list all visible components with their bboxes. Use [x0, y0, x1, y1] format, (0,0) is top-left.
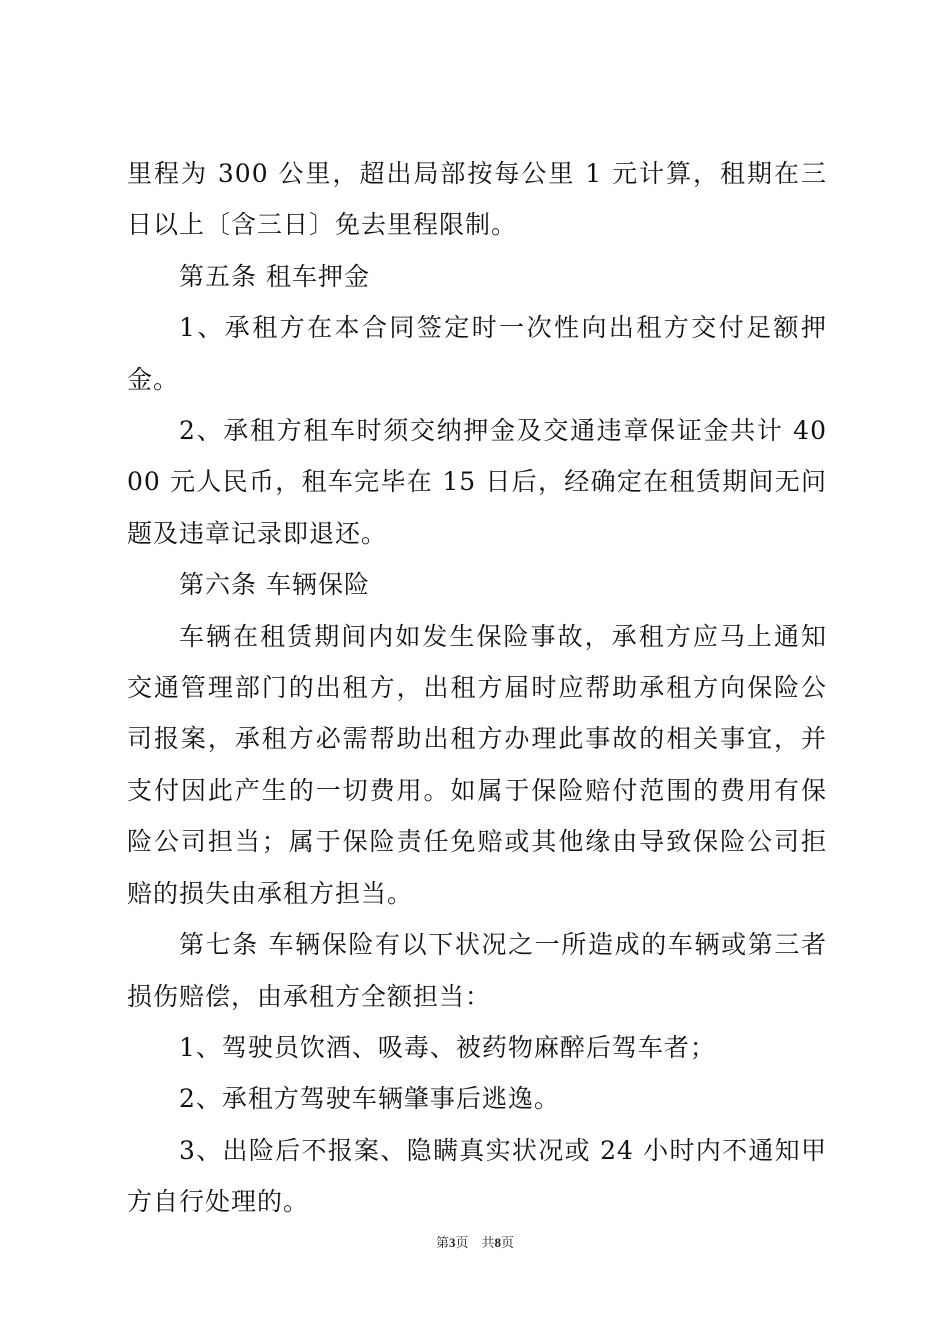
article-5-heading: 第五条 租车押金: [179, 261, 370, 291]
footer-middle: 页 共: [455, 1235, 495, 1250]
paragraph-4: 2、承租方租车时须交纳押金及交通违章保证金共计 4000 元人民币，租车完毕在 15 日后，经确定在租赁期间无问题及违章记录即退还。: [127, 416, 827, 548]
current-page-number: 3: [448, 1235, 456, 1250]
paragraph-8: 1、驾驶员饮酒、吸毒、被药物麻醉后驾车者；: [179, 1032, 716, 1062]
page-footer: [0, 1232, 950, 1251]
footer-prefix: 第: [435, 1235, 449, 1250]
article-7-paragraph: 第七条 车辆保险有以下状况之一所造成的车辆或第三者损伤赔偿，由承租方全额担当：: [127, 930, 827, 1011]
footer-suffix: 页: [501, 1235, 515, 1250]
total-page-number: 8: [494, 1235, 501, 1250]
article-6-heading: 第六条 车辆保险: [179, 570, 370, 600]
paragraph-9: 2、承租方驾驶车辆肇事后逃逸。: [179, 1084, 560, 1114]
paragraph-10: 3、出险后不报案、隐瞒真实状况或 24 小时内不通知甲方自行处理的。: [127, 1135, 827, 1217]
paragraph-6: 车辆在租赁期间内如发生保险事故，承租方应马上通知交通管理部门的出租方，出租方届时应帮助承租方向保险公司报案，承租方必需帮助出租方办理此事故的相关事宜，并支付因此产生的一切费用。如属于保险赔付范围的费用有保险公司担当；属于保险责任免赔或其他缘由导致保险公司拒赔的损失由承租方担当。: [127, 621, 827, 908]
document-body: [127, 148, 827, 1228]
paragraph-1: 里程为 300 公里，超出局部按每公里 1 元计算，租期在三日以上〔含三日〕免去里程限制。: [127, 159, 827, 240]
paragraph-3: 1、承租方在本合同签定时一次性向出租方交付足额押金。: [127, 313, 827, 394]
